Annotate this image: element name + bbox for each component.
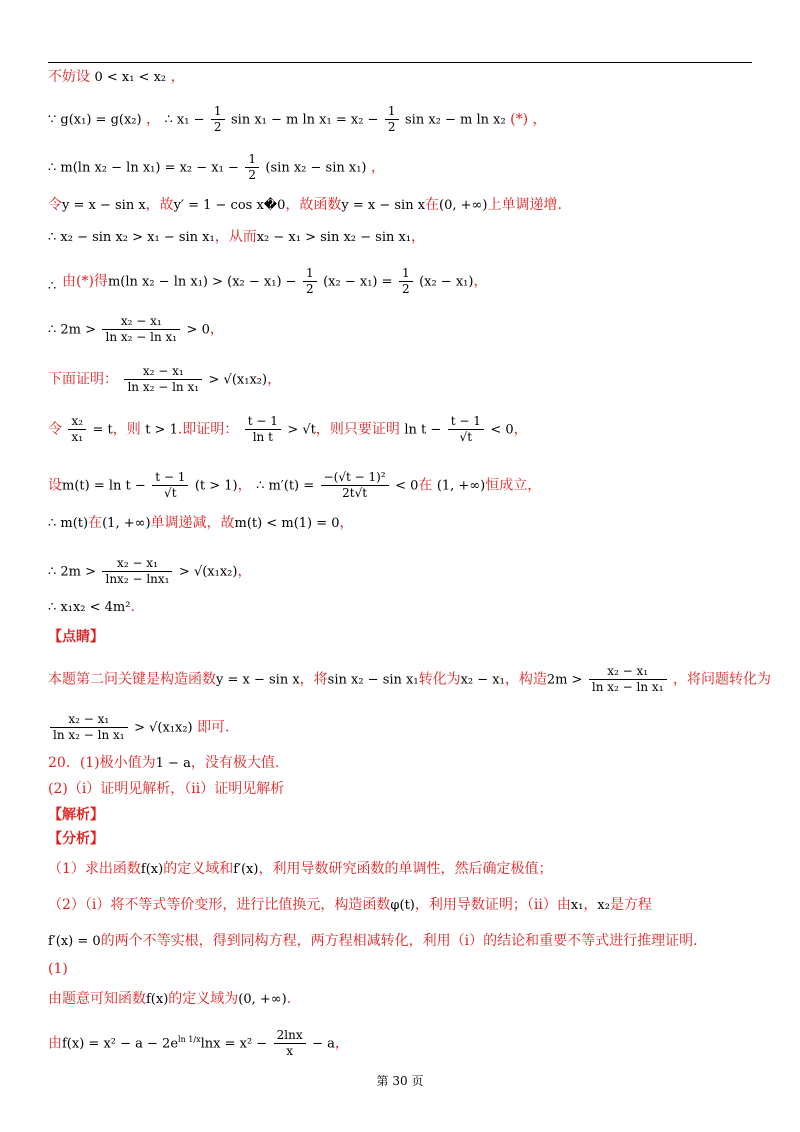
math: 0 < x₁ < x₂ — [94, 70, 167, 85]
text-span: 令 — [48, 197, 62, 213]
text-span: ， — [339, 515, 354, 531]
text-span: 2 — [306, 282, 314, 296]
text-span: ，故 — [145, 197, 174, 213]
math: m(t) < m(1) = 0 — [234, 516, 340, 531]
text: (*) — [510, 111, 529, 128]
math: sin x₂ − sin x₁ — [327, 672, 419, 688]
math: ∴ x₁ − — [164, 112, 205, 128]
text-span: 1 — [385, 104, 399, 120]
math: (0, +∞) — [238, 992, 287, 1007]
math: ∴ 2m > — [48, 322, 97, 338]
text-span: ， — [237, 477, 252, 494]
text-span: ，则 — [112, 421, 141, 438]
math: φ(t) — [390, 898, 415, 913]
fraction — [385, 104, 399, 135]
text-span: ln x₂ − ln x₁ — [105, 330, 178, 344]
line-3 — [48, 152, 385, 183]
fraction — [211, 104, 225, 135]
line-22 — [48, 896, 652, 915]
text-span: ， — [513, 421, 528, 438]
text-span: 下面证明： — [48, 371, 118, 388]
text-span: 1 — [245, 152, 259, 168]
text-span: ，构造 — [504, 671, 547, 688]
text-span: 20．(1)极小值为 — [48, 755, 156, 771]
text-span: 上单调递增. — [487, 197, 562, 213]
section-heading-fenxi: 【分析】 — [48, 831, 104, 847]
line-9 — [48, 414, 528, 445]
line-11 — [48, 514, 354, 533]
line-24: (1) — [48, 961, 68, 977]
math: ∴ 2m > — [48, 564, 97, 580]
text-span: x₂ − x₁ — [124, 364, 202, 380]
math: < 0 — [490, 422, 514, 438]
text-span: 由(*)得 — [62, 273, 108, 290]
text-span: ln x₂ − ln x₁ — [53, 728, 125, 742]
math: sin x₁ − m ln x₁ = x₂ − — [231, 112, 379, 128]
text-span: x₂ − x₁ — [50, 712, 128, 728]
line-17 — [48, 754, 279, 773]
line-25 — [48, 990, 291, 1009]
fraction — [102, 314, 180, 345]
text: ， — [170, 69, 185, 85]
math: > √(x₁x₂) — [208, 372, 268, 388]
line-2 — [48, 104, 547, 135]
text-span: 在 — [88, 515, 103, 531]
text-span: ， — [334, 1035, 349, 1052]
text-span: 设 — [48, 477, 62, 494]
math: ∵ g(x₁) = g(x₂) — [48, 112, 142, 128]
text-span: ，将问题转化为 — [672, 671, 771, 688]
text-span: 在 — [425, 197, 440, 213]
text-span: 2 — [401, 282, 410, 296]
text-span: ， — [411, 229, 426, 245]
text-span: x₂ − x₁ — [589, 664, 667, 680]
text-span: lnx₂ − lnx₁ — [105, 572, 170, 586]
text-span: x — [286, 1044, 294, 1058]
line-18: (2)（ⅰ）证明见解析，（ⅱ）证明见解析 — [48, 781, 285, 797]
math: ∴ m(ln x₂ − ln x₁) = x₂ − x₁ − — [48, 160, 239, 176]
text-span: ， — [583, 897, 598, 913]
text-span: ln t — [252, 430, 273, 444]
text-span: ，故函数 — [285, 197, 342, 213]
line-26 — [48, 1028, 349, 1059]
math: > √(x₁x₂) — [178, 564, 238, 580]
section-heading-jiexi: 【解析】 — [48, 807, 104, 823]
math: m(t) = ln t − — [62, 478, 146, 494]
text-span: √t — [164, 486, 177, 500]
text-span: ， — [237, 563, 252, 580]
text-span: （2）（ⅰ）将不等式等价变形，进行比值换元，构造函数 — [48, 897, 391, 913]
text-span: ln x₂ − ln x₁ — [591, 680, 664, 694]
fraction — [124, 364, 202, 395]
text-span: x₂ — [68, 414, 86, 430]
math: y′ = 1 − cos x�0 — [173, 198, 286, 213]
text-span: x₂ − x₁ — [102, 314, 180, 330]
math: (x₂ − x₁) — [419, 274, 474, 290]
math: (t > 1) — [194, 478, 238, 494]
fraction — [589, 664, 667, 695]
text-span: 1 — [211, 104, 225, 120]
text-span: 2t√t — [342, 486, 368, 500]
text: ， — [146, 111, 161, 128]
text-span: 由 — [48, 1035, 62, 1052]
math: y = x − sin x — [62, 198, 146, 213]
fraction — [274, 1028, 306, 1059]
page-footer: 第 30 页 — [376, 1074, 424, 1088]
text: 不妨设 — [48, 69, 90, 85]
fraction — [448, 414, 484, 445]
text-span: ， — [473, 273, 488, 290]
line-13 — [48, 598, 135, 617]
math: f(x) — [140, 862, 164, 877]
text-span: ， — [267, 371, 282, 388]
math: ∴ x₂ − sin x₂ > x₁ − sin x₁ — [48, 230, 215, 245]
line-4 — [48, 196, 562, 215]
line-5 — [48, 228, 425, 247]
line-12 — [48, 556, 251, 587]
text-span: 2lnx — [274, 1028, 306, 1044]
math: < 0 — [395, 478, 419, 494]
text-span: t − 1 — [152, 470, 188, 486]
math: ∴ m′(t) = — [256, 478, 315, 494]
math: t > 1 — [145, 422, 178, 438]
text-span: 2 — [387, 120, 396, 134]
text-span: ，从而 — [214, 229, 257, 245]
line-15 — [48, 664, 771, 695]
math: f′(x) — [233, 862, 259, 877]
text-span: ，利用导数证明；（ⅱ）由 — [414, 897, 571, 913]
text-span: 的两个不等实根，得到同构方程，两方程相减转化，利用（ⅰ）的结论和重要不等式进行推理证明. — [100, 933, 698, 949]
math: ∴ x₁x₂ < 4m² — [48, 600, 131, 615]
fraction — [102, 556, 172, 587]
math-superscript: ln 1/x — [178, 1034, 201, 1044]
text-span: 1 — [303, 266, 317, 282]
text-span: √t — [459, 430, 473, 444]
text-span: x₁ — [71, 430, 84, 444]
text-span: 的定义域为 — [168, 991, 239, 1007]
fraction — [245, 152, 259, 183]
line-21 — [48, 860, 552, 879]
math: > √t — [287, 422, 316, 438]
math: sin x₂ − m ln x₂ — [405, 112, 506, 128]
math: (1, +∞) — [436, 478, 486, 494]
text-span: x₂ − x₁ — [102, 556, 172, 572]
therefore-symbol: ∴ — [48, 279, 57, 294]
math: 1 − a — [155, 756, 191, 771]
section-heading-dianjing: 【点睛】 — [48, 629, 104, 645]
fraction — [68, 414, 86, 445]
math: f′(x) = 0 — [48, 934, 101, 949]
math: − a — [312, 1036, 335, 1052]
text-span: .即证明： — [177, 421, 239, 438]
text-span: t − 1 — [245, 414, 281, 430]
text-span: 的定义域和 — [163, 861, 234, 877]
math: > √(x₁x₂) — [134, 720, 193, 736]
line-23 — [48, 932, 698, 951]
math: x₁ — [570, 898, 584, 913]
math: (sin x₂ − sin x₁) — [265, 160, 367, 176]
text-span: . — [286, 991, 292, 1007]
text-span: ，没有极大值. — [190, 755, 280, 771]
math: y = x − sin x — [216, 672, 300, 688]
text-span: 由题意可知函数 — [48, 991, 146, 1007]
math: ln t − — [404, 422, 442, 438]
math: f(x) — [146, 992, 169, 1007]
text-span: t − 1 — [448, 414, 484, 430]
line-6 — [62, 266, 487, 297]
text-span: 2 — [248, 168, 256, 182]
text-span: ，利用导数研究函数的单调性，然后确定极值； — [258, 861, 553, 877]
text-span: 本题第二问关键是构造函数 — [48, 671, 216, 688]
text-span: . — [130, 599, 135, 615]
text-span: 是方程 — [609, 897, 652, 913]
math: lnx = x² − — [200, 1036, 268, 1052]
line-1 — [48, 68, 185, 87]
text-span: 即可. — [197, 719, 230, 736]
text-span: 1 — [399, 266, 413, 282]
math: f(x) = x² − a − 2e — [62, 1036, 179, 1052]
math: > 0 — [186, 322, 210, 338]
math: (x₂ − x₁) = — [323, 274, 393, 290]
fraction — [321, 470, 389, 501]
math: (0, +∞) — [439, 198, 488, 213]
text: ， — [370, 159, 385, 176]
math: = t — [92, 422, 113, 438]
fraction — [399, 266, 413, 297]
text-span: ln x₂ − ln x₁ — [127, 380, 200, 394]
math: y = x − sin x — [341, 198, 426, 213]
text-span: 转化为 — [418, 671, 461, 688]
math: (1, +∞) — [102, 516, 151, 531]
line-16 — [48, 712, 230, 743]
fraction — [50, 712, 128, 743]
text-span: ，则只要证明 — [315, 421, 400, 438]
math: x₂ − x₁ — [460, 672, 505, 688]
text-span: 2 — [213, 120, 222, 134]
math: x₂ − x₁ > sin x₂ − sin x₁ — [256, 230, 412, 245]
text-span: 在 — [418, 477, 433, 494]
text-span: （1）求出函数 — [48, 861, 141, 877]
text-span: 单调递减，故 — [150, 515, 235, 531]
line-10 — [48, 470, 541, 501]
text-span: ，将 — [299, 671, 328, 688]
text: ， — [532, 111, 547, 128]
fraction — [303, 266, 317, 297]
math: 2m > — [546, 672, 583, 688]
line-7 — [48, 314, 224, 345]
text-span: ， — [209, 321, 224, 338]
math: x₂ — [597, 898, 610, 913]
text-span: 令 — [48, 421, 62, 438]
fraction — [245, 414, 281, 445]
text-span: −(√t − 1)² — [321, 470, 389, 486]
header-rule — [48, 62, 752, 63]
math: m(ln x₂ − ln x₁) > (x₂ − x₁) − — [107, 274, 297, 290]
math: ∴ m(t) — [48, 516, 89, 531]
fraction — [152, 470, 188, 501]
text-span: 恒成立， — [485, 477, 542, 494]
line-8 — [48, 364, 281, 395]
